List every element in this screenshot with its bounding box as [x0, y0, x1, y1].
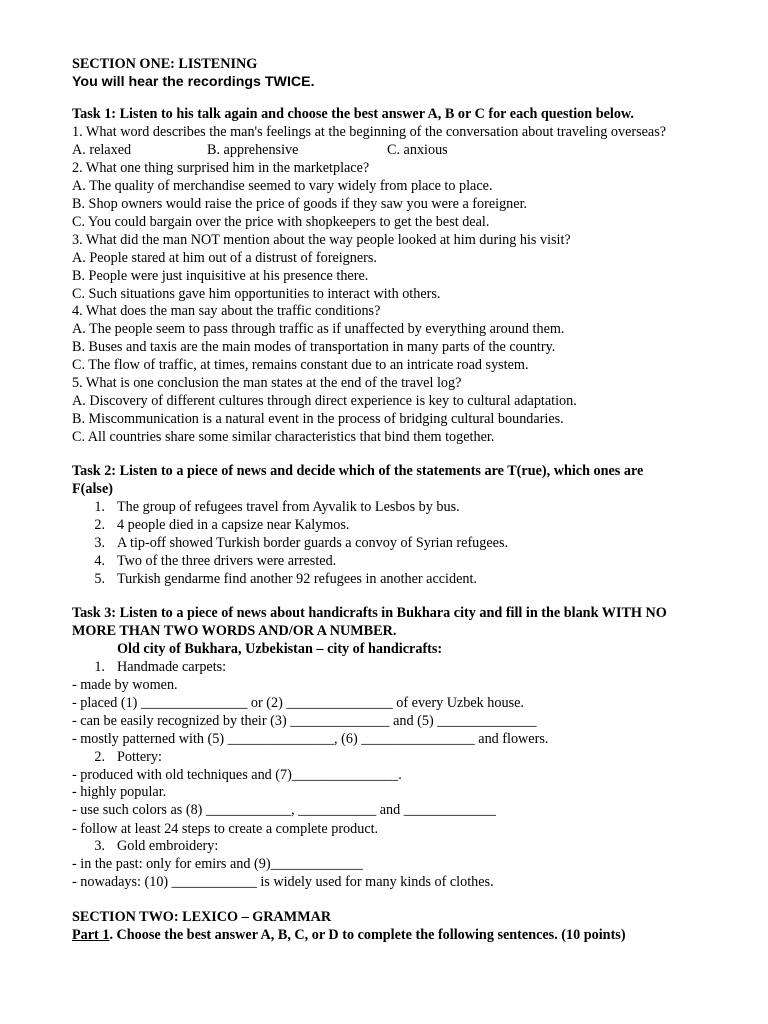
task2-heading-line2: F(alse): [72, 481, 113, 497]
pottery-title: Pottery:: [117, 749, 162, 765]
carpets-line: - placed (1) _______________ or (2) _______________ of every Uzbek house.: [72, 695, 524, 711]
task2-statement: The group of refugees travel from Ayvalik to Lesbos by bus.: [117, 499, 460, 515]
carpets-line: - made by women.: [72, 677, 178, 693]
task1-q4-option-a: A. The people seem to pass through traffic as if unaffected by everything around them.: [72, 321, 565, 337]
task1-q2-option-b: B. Shop owners would raise the price of goods if they saw you were a foreigner.: [72, 196, 528, 212]
task2-statement: 4 people died in a capsize near Kalymos.: [117, 517, 350, 533]
section-one-title: SECTION ONE: LISTENING: [72, 56, 258, 72]
task1-q5-question: 5. What is one conclusion the man states at the end of the travel log?: [72, 375, 462, 391]
embroidery-line: - nowadays: (10) ____________ is widely used for many kinds of clothes.: [72, 874, 494, 890]
task1-q2-option-c: C. You could bargain over the price with shopkeepers to get the best deal.: [72, 214, 490, 230]
embroidery-line: - in the past: only for emirs and (9)_____________: [72, 856, 363, 872]
carpets-number: 1.: [94, 659, 105, 675]
task2-statement: Turkish gendarme find another 92 refugees in another accident.: [117, 571, 477, 587]
carpets-line: - mostly patterned with (5) _______________, (6) ________________ and flowers.: [72, 731, 549, 747]
task1-q3-option-a: A. People stared at him out of a distrust of foreigners.: [72, 250, 377, 266]
pottery-number: 2.: [94, 749, 105, 765]
pottery-line: - follow at least 24 steps to create a complete product.: [72, 821, 379, 837]
task2-item-number: 5.: [94, 571, 105, 587]
task2-item-number: 4.: [94, 553, 105, 569]
listening-instruction: You will hear the recordings TWICE.: [72, 74, 315, 90]
pottery-line: - highly popular.: [72, 784, 167, 800]
embroidery-title: Gold embroidery:: [117, 838, 219, 854]
task1-q5-option-a: A. Discovery of different cultures through direct experience is key to cultural adaptation.: [72, 393, 577, 409]
embroidery-number: 3.: [94, 838, 105, 854]
task1-heading: Task 1: Listen to his talk again and choose the best answer A, B or C for each question below.: [72, 106, 634, 122]
task2-statement: A tip-off showed Turkish border guards a convoy of Syrian refugees.: [117, 535, 509, 551]
task1-q4-question: 4. What does the man say about the traffic conditions?: [72, 303, 381, 319]
task1-q3-option-c: C. Such situations gave him opportunities to interact with others.: [72, 286, 441, 302]
task1-q1-question: 1. What word describes the man's feelings at the beginning of the conversation about traveling overseas?: [72, 124, 667, 140]
part1-text: . Choose the best answer A, B, C, or D to complete the following sentences. (10 points): [109, 927, 626, 943]
part1-instruction: [72, 926, 626, 944]
task2-heading-line1: Task 2: Listen to a piece of news and decide which of the statements are T(rue), which ones are: [72, 463, 644, 479]
carpets-title: Handmade carpets:: [117, 659, 227, 675]
task1-q5-option-b: B. Miscommunication is a natural event in the process of bridging cultural boundaries.: [72, 411, 564, 427]
task1-q5-option-c: C. All countries share some similar characteristics that bind them together.: [72, 429, 495, 445]
task1-q2-option-a: A. The quality of merchandise seemed to vary widely from place to place.: [72, 178, 493, 194]
task1-q3-question: 3. What did the man NOT mention about the way people looked at him during his visit?: [72, 232, 571, 248]
task1-q2-question: 2. What one thing surprised him in the marketplace?: [72, 160, 370, 176]
pottery-line: - produced with old techniques and (7)_______________.: [72, 767, 402, 783]
task1-q3-option-b: B. People were just inquisitive at his presence there.: [72, 268, 369, 284]
task2-item-number: 1.: [94, 499, 105, 515]
task1-q1-option-c: C. anxious: [387, 142, 448, 158]
pottery-line: - use such colors as (8) ____________, ___________ and _____________: [72, 802, 497, 818]
task2-item-number: 3.: [94, 535, 105, 551]
task1-q1-option-a: A. relaxed: [72, 142, 132, 158]
task2-item-number: 2.: [94, 517, 105, 533]
task2-statement: Two of the three drivers were arrested.: [117, 553, 337, 569]
carpets-line: - can be easily recognized by their (3) ______________ and (5) ______________: [72, 713, 537, 729]
task1-q4-option-c: C. The flow of traffic, at times, remains constant due to an intricate road system.: [72, 357, 529, 373]
task3-heading-line2: MORE THAN TWO WORDS AND/OR A NUMBER.: [72, 623, 397, 639]
task1-q1-option-b: B. apprehensive: [207, 142, 299, 158]
task1-q4-option-b: B. Buses and taxis are the main modes of transportation in many parts of the country.: [72, 339, 556, 355]
task3-heading-line1: Task 3: Listen to a piece of news about handicrafts in Bukhara city and fill in the blank WITH NO: [72, 605, 667, 621]
section-two-title: SECTION TWO: LEXICO – GRAMMAR: [72, 909, 332, 925]
part1-label: Part 1: [72, 927, 110, 943]
task3-subtitle: Old city of Bukhara, Uzbekistan – city of handicrafts:: [117, 641, 443, 657]
